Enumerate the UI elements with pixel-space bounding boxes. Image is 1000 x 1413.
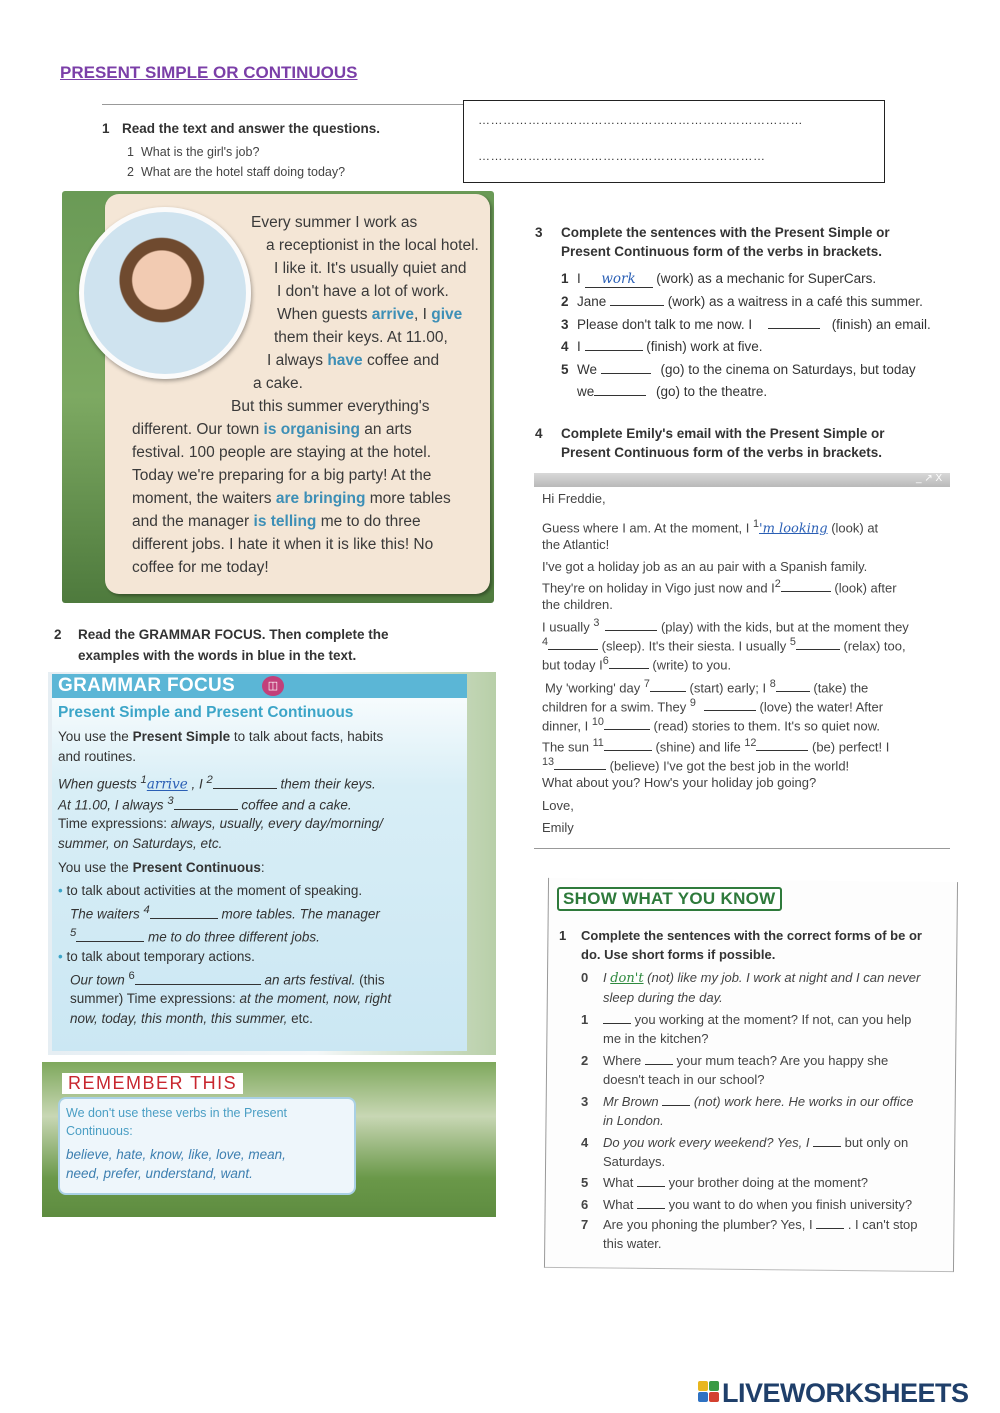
email-blank-2[interactable]	[781, 579, 831, 592]
grammar-example: When guests $^1$arrive , I $^2$ them their keys.	[58, 774, 376, 793]
grammar-example: The waiters $^4$ more tables. The manager	[70, 904, 380, 922]
swyk-blank-2[interactable]	[645, 1052, 673, 1065]
reading-line: But this summer everything's	[231, 398, 430, 415]
email-line: The sun $^{11}$ (shine) and life $^{12}$ (be) perfect! I	[542, 737, 890, 755]
question-1: 1 What is the girl's job?	[127, 145, 260, 159]
swyk-item-cont: in London.	[603, 1113, 664, 1128]
email-line: dinner, I $^{10}$ (read) stories to them. It's so quiet now.	[542, 716, 881, 734]
email-line: I usually $^3$ (play) with the kids, but at the moment they	[542, 617, 909, 635]
swyk-item: 6 What you want to do when you finish university?	[581, 1197, 913, 1212]
reading-line: different jobs. I hate it when it is like this! No	[132, 536, 434, 553]
reading-line: a cake.	[253, 375, 303, 392]
exercise-2-heading: 2 Read the GRAMMAR FOCUS. Then complete the	[54, 627, 389, 642]
receptionist-photo	[79, 207, 251, 379]
reading-line: Every summer I work as	[251, 214, 418, 231]
sentence-1-answer[interactable]: work	[585, 271, 653, 288]
exercise-1-heading	[102, 121, 380, 136]
grammar-rule: You use the Present Continuous:	[58, 860, 265, 875]
email-line: I've got a holiday job as an au pair with a Spanish family.	[542, 559, 868, 574]
sentence-3: 3 Please don't talk to me now. I (finish) an email.	[561, 317, 931, 332]
exercise-3-heading: 3 Complete the sentences with the Present Simple or	[535, 225, 890, 240]
sentence-1: 1 I work (work) as a mechanic for SuperCars.	[561, 271, 877, 287]
show-what-you-know-title: SHOW WHAT YOU KNOW	[557, 887, 782, 911]
swyk-blank-4[interactable]	[813, 1134, 841, 1147]
remember-verbs: believe, hate, know, like, love, mean,	[66, 1147, 286, 1162]
reading-line: I don't have a lot of work.	[277, 283, 449, 300]
grammar-bullet: • to talk about activities at the moment of speaking.	[58, 883, 363, 898]
swyk-blank-5[interactable]	[637, 1174, 665, 1187]
grammar-focus-title: GRAMMAR FOCUS	[58, 675, 235, 696]
email-line: They're on holiday in Vigo just now and $I^2$ (look) after	[542, 578, 897, 596]
reading-line: them their keys. At 11.00,	[274, 329, 448, 346]
logo-square	[698, 1381, 708, 1391]
reading-line: different. Our town is organising an arts	[132, 421, 412, 438]
sentence-2-blank[interactable]	[610, 293, 664, 306]
exercise-3-heading-line-2: Present Continuous form of the verbs in brackets.	[561, 244, 883, 259]
time-expressions: now, today, this month, this summer, etc.	[70, 1011, 313, 1026]
swyk-heading: 1 Complete the sentences with the correct forms of be or	[559, 928, 922, 943]
reading-line: a receptionist in the local hotel.	[266, 237, 479, 254]
email-signature: Emily	[542, 820, 574, 835]
reading-line: When guests arrive, I give	[277, 306, 463, 323]
window-controls-icon[interactable]: _ ↗ X	[916, 473, 943, 484]
answer-line-2[interactable]: ……………………………………………………………	[478, 149, 766, 163]
swyk-answer-0[interactable]: don't	[610, 971, 644, 986]
logo-square	[709, 1381, 719, 1391]
exercise-4-heading: 4 Complete Emily's email with the Present Simple or	[535, 426, 885, 441]
swyk-blank-3[interactable]	[662, 1093, 690, 1106]
email-line: $^{13}$ (believe) I've got the best job in the world!	[542, 756, 850, 774]
sentence-2: 2 Jane (work) as a waitress in a café this summer.	[561, 294, 923, 309]
swyk-item-cont: Saturdays.	[603, 1154, 666, 1169]
reading-line: coffee for me today!	[132, 559, 269, 576]
email-line: What about you? How's your holiday job going?	[542, 775, 817, 790]
swyk-item: 3 Mr Brown (not) work here. He works in our office	[581, 1094, 914, 1109]
sentence-5: 5 We (go) to the cinema on Saturdays, but today	[561, 362, 916, 377]
email-blank-7[interactable]	[650, 679, 686, 692]
sentence-5b-blank[interactable]	[594, 383, 646, 396]
exercise-number: 1	[102, 121, 110, 136]
answer-3-blank[interactable]	[174, 797, 238, 810]
reading-line: and the manager is telling me to do three	[132, 513, 421, 530]
swyk-item-cont: sleep during the day.	[603, 990, 723, 1005]
reading-line: Today we're preparing for a big party! At the	[132, 467, 432, 484]
reading-line: I like it. It's usually quiet and	[274, 260, 467, 277]
logo-square	[709, 1392, 719, 1402]
email-signoff: Love,	[542, 798, 574, 813]
reading-line: festival. 100 people are staying at the hotel.	[132, 444, 432, 461]
time-expressions: Time expressions: always, usually, every day/morning/	[58, 816, 383, 831]
swyk-item: 2 Where your mum teach? Are you happy she	[581, 1053, 889, 1068]
email-blank-11[interactable]	[604, 738, 652, 751]
email-line: $^4$ (sleep). It's their siesta. I usually $^5$ (relax) too,	[542, 636, 906, 654]
time-expressions: summer) Time expressions: at the moment, now, right	[70, 991, 392, 1006]
swyk-item: 0 I don't (not) like my job. I work at night and I can never	[581, 970, 921, 986]
sentence-4-blank[interactable]	[585, 338, 643, 351]
answer-1[interactable]: arrive	[146, 776, 188, 793]
email-blank-12[interactable]	[756, 738, 808, 751]
grammar-bullet: • to talk about temporary actions.	[58, 949, 255, 964]
reading-line: moment, the waiters are bringing more tables	[132, 490, 451, 507]
grammar-example: Our town $^6$ an arts festival. (this	[70, 970, 385, 988]
answer-box	[463, 100, 885, 183]
swyk-item-cont: this water.	[603, 1236, 662, 1251]
grammar-example: $^5$ me to do three different jobs.	[70, 927, 320, 945]
grammar-rule: You use the Present Simple to talk about facts, habits	[58, 729, 384, 744]
swyk-blank-1[interactable]	[603, 1011, 631, 1024]
remember-verbs: need, prefer, understand, want.	[66, 1166, 253, 1181]
book-icon: ◫	[262, 676, 284, 696]
swyk-item-cont: me in the kitchen?	[603, 1031, 709, 1046]
email-answer-1[interactable]: 'm looking	[759, 521, 828, 537]
exercise-4-heading-line-2: Present Continuous form of the verbs in brackets.	[561, 445, 883, 460]
swyk-item-cont: doesn't teach in our school?	[603, 1072, 765, 1087]
email-line: the Atlantic!	[542, 537, 610, 552]
sentence-3-blank[interactable]	[768, 316, 820, 329]
swyk-item: 4 Do you work every weekend? Yes, I but only on	[581, 1135, 909, 1150]
liveworksheets-logo: LIVEWORKSHEETS	[722, 1378, 969, 1408]
email-blank-9[interactable]	[704, 698, 756, 711]
reading-line: I always have coffee and	[267, 352, 440, 369]
answer-6-blank[interactable]	[135, 972, 261, 985]
email-line: My 'working' day $^7$ (start) early; I $^8$ (take) the	[545, 678, 869, 696]
swyk-blank-7[interactable]	[816, 1216, 844, 1229]
email-blank-10[interactable]	[604, 717, 650, 730]
exercise-2-heading-line-2: examples with the words in blue in the text.	[78, 648, 357, 663]
email-line: the children.	[542, 597, 613, 612]
answer-2-blank[interactable]	[213, 776, 277, 789]
answer-4-blank[interactable]	[150, 906, 218, 919]
swyk-item: 7 Are you phoning the plumber? Yes, I . I can't stop	[581, 1217, 918, 1232]
divider	[102, 104, 464, 105]
swyk-blank-6[interactable]	[637, 1196, 665, 1209]
email-blank-3[interactable]	[605, 618, 657, 631]
remember-title: REMEMBER THIS	[62, 1073, 243, 1094]
email-blank-4[interactable]	[548, 637, 598, 650]
remember-text: We don't use these verbs in the Present	[66, 1106, 288, 1120]
question-2: 2 What are the hotel staff doing today?	[127, 165, 346, 179]
email-blank-5[interactable]	[796, 637, 840, 650]
swyk-heading-line-2: do. Use short forms if possible.	[581, 947, 776, 962]
exercise-1-instructions: Read the text and answer the questions.	[122, 121, 381, 136]
remember-text: Continuous:	[66, 1124, 133, 1138]
email-line: but today $I^6$ (write) to you.	[542, 655, 732, 673]
email-blank-8[interactable]	[776, 679, 810, 692]
grammar-rule: and routines.	[58, 749, 137, 764]
email-titlebar	[534, 473, 950, 487]
liveworksheets-logo-icon	[698, 1381, 720, 1403]
email-blank-6[interactable]	[609, 656, 649, 669]
email-line: Guess where I am. At the moment, I $^1$'m looking (look) at	[542, 518, 879, 537]
email-line: children for a swim. They $^9$ (love) the water! After	[542, 697, 884, 715]
swyk-item: 5 What your brother doing at the moment?	[581, 1175, 869, 1190]
email-blank-13[interactable]	[554, 757, 606, 770]
page-title: PRESENT SIMPLE OR CONTINUOUS	[60, 63, 358, 82]
sentence-4: 4 I (finish) work at five.	[561, 339, 763, 354]
grammar-focus-subtitle: Present Simple and Present Continuous	[58, 704, 354, 721]
logo-square	[698, 1392, 708, 1402]
sentence-5a-blank[interactable]	[601, 361, 651, 374]
time-expressions: summer, on Saturdays, etc.	[58, 836, 223, 851]
answer-5-blank[interactable]	[76, 929, 144, 942]
grammar-example: At 11.00, I always $^3$ coffee and a cake.	[58, 795, 352, 813]
swyk-item: 1 you working at the moment? If not, can you help	[581, 1012, 912, 1027]
answer-line-1[interactable]: ……………………………………………………………………	[478, 113, 803, 127]
email-greeting: Hi Freddie,	[542, 491, 606, 506]
sentence-5-cont: we (go) to the theatre.	[577, 384, 768, 399]
